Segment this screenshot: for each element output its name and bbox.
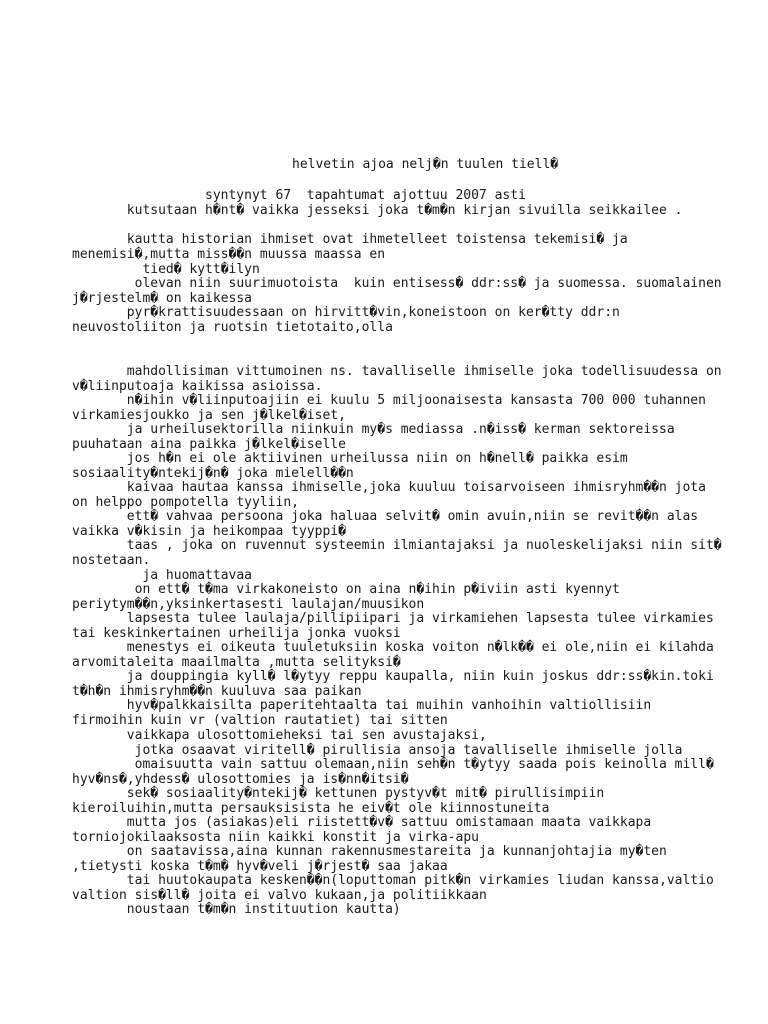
body-line: kaivaa hautaa kanssa ihmiselle,joka kuuluu toisarvoiseen ihmisryhm��n jota [72, 480, 706, 495]
body-line: hyv�palkkaisilta paperitehtaalta tai muihin vanhoihin valtiollisiin [72, 698, 652, 713]
body-line: on saatavissa,aina kunnan rakennusmestareita ja kunnanjohtajia my�ten [72, 844, 667, 859]
body-line: ,tietysti koska t�m� hyv�veli j�rjest� saa jakaa [72, 859, 448, 874]
body-line: pyr�krattisuudessaan on hirvitt�vin,koneistoon on ker�tty ddr:n [72, 305, 620, 320]
body-line: vaikkapa ulosottomieheksi tai sen avustajaksi, [72, 728, 487, 743]
body-line: kautta historian ihmiset ovat ihmetelleet toistensa tekemisi� ja [72, 232, 628, 247]
body-line: mutta jos (asiakas)eli riistett�v� sattuu omistamaan maata vaikkapa [72, 815, 652, 830]
body-line: jos h�n ei ole aktiivinen urheilussa niin on h�nell� paikka esim [72, 451, 628, 466]
body-line: noustaan t�m�n instituution kautta) [72, 902, 401, 917]
body-line: vaikka v�kisin ja heikompaa tyyppi� [72, 524, 346, 539]
body-line: v�liinputoaja kaikissa asioissa. [72, 379, 323, 394]
body-line: firmoihin kuin vr (valtion rautatiet) tai sitten [72, 713, 448, 728]
body-line: sek� sosiaality�ntekij� kettunen pystyv�t mit� pirullisimpiin [72, 786, 605, 801]
body-line: kutsutaan h�nt� vaikka jesseksi joka t�m�n kirjan sivuilla seikkailee . [72, 203, 683, 218]
body-line: menemisi�,mutta miss��n muussa maassa en [72, 247, 386, 262]
body-line: torniojokilaaksosta niin kaikki konstit ja virka-apu [72, 830, 479, 845]
body-line: ja douppingia kyll� l�ytyy reppu kaupalla, niin kuin joskus ddr:ss�kin.toki [72, 669, 714, 684]
body-line: periytym��n,yksinkertasesti laulajan/muusikon [72, 597, 425, 612]
body-line: on ett� t�ma virkakoneisto on aina n�ihin p�iviin asti kyennyt [72, 582, 620, 597]
body-line: olevan niin suurimuotoista kuin entisess� ddr:ss� ja suomessa. suomalainen [72, 276, 722, 291]
body-line: on helppo pompotella tyyliin, [72, 495, 299, 510]
body-line: jotka osaavat viritell� pirullisia ansoja tavalliselle ihmiselle jolla [72, 743, 683, 758]
body-line: sosiaality�ntekij�n� joka mielell��n [72, 466, 354, 481]
body-line: arvomitaleita maailmalta ,mutta selityksi� [72, 655, 401, 670]
body-line: taas , joka on ruvennut systeemin ilmiantajaksi ja nuoleskelijaksi niin sit� [72, 538, 722, 553]
body-line: tai keskinkertainen urheilija jonka vuoksi [72, 626, 401, 641]
body-line: j�rjestelm� on kaikessa [72, 291, 253, 306]
body-line: menestys ei oikeuta tuuletuksiin koska voiton n�lk�� ei ole,niin ei kilahda [72, 640, 714, 655]
body-line: tai huutokaupata kesken��n(loputtoman pitk�n virkamies liudan kanssa,valtio [72, 873, 714, 888]
document-meta: syntynyt 67 tapahtumat ajottuu 2007 asti [205, 188, 526, 203]
body-line: neuvostoliiton ja ruotsin tietotaito,olla [72, 320, 393, 335]
body-line: puuhataan aina paikka j�lkel�iselle [72, 437, 346, 452]
body-line: ja huomattavaa [72, 568, 253, 583]
document-title: helvetin ajoa nelj�n tuulen tiell� [292, 157, 559, 172]
body-line: lapsesta tulee laulaja/pillipiipari ja virkamiehen lapsesta tulee virkamies [72, 611, 714, 626]
body-line: ett� vahvaa persoona joka haluaa selvit� omin avuin,niin se revit��n alas [72, 509, 699, 524]
body-line: nostetaan. [72, 553, 151, 568]
body-line: omaisuutta vain sattuu olemaan,niin seh�n t�ytyy saada pois keinolla mill� [72, 757, 714, 772]
body-line: t�h�n ihmisryhm��n kuuluva saa paikan [72, 684, 362, 699]
body-line: valtion sis�ll� joita ei valvo kukaan,ja politiikkaan [72, 888, 487, 903]
body-line: hyv�ns�,yhdess� ulosottomies ja is�nn�itsi� [72, 772, 409, 787]
body-line: kieroiluihin,mutta persauksisista he eiv�t ole kiinnostuneita [72, 801, 550, 816]
body-line: mahdollisiman vittumoinen ns. tavalliselle ihmiselle joka todellisuudessa on [72, 364, 722, 379]
body-line: ja urheilusektorilla niinkuin my�s mediassa .n�iss� kerman sektoreissa [72, 422, 675, 437]
body-line: n�ihin v�liinputoajiin ei kuulu 5 miljoonaisesta kansasta 700 000 tuhannen [72, 393, 706, 408]
body-line: virkamiesjoukko ja sen j�lkel�iset, [72, 408, 346, 423]
body-line: tied� kytt�ilyn [72, 262, 260, 277]
